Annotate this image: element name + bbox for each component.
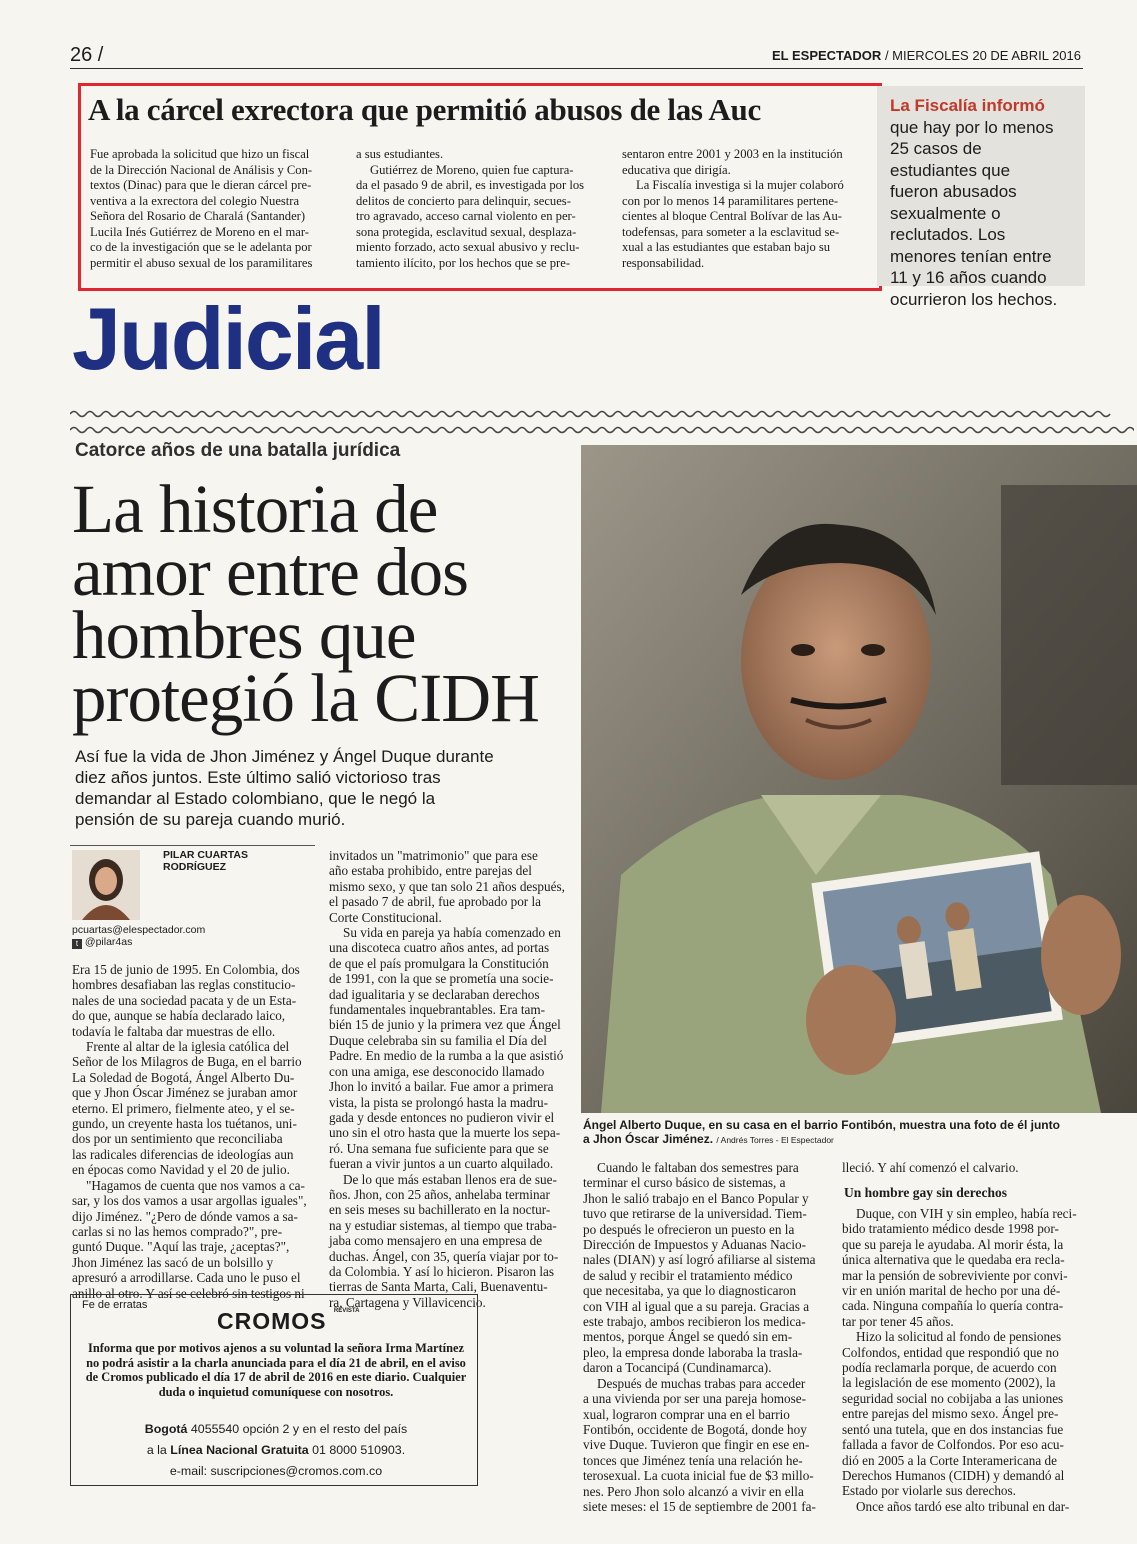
- ad-hotline-label: Línea Nacional Gratuita: [170, 1443, 309, 1457]
- ad-text: a la: [146, 1443, 167, 1457]
- text-line: Once años tardó ese alto tribunal en dar-: [856, 1498, 1070, 1514]
- dek-line: demandar al Estado colombiano, que le negó la: [75, 789, 436, 808]
- ad-body: Informa que por motivos ajenos a su voluntad la señora Irma Martínez no podrá asistir a la charla anunciada para el día 21 de abril, en el aviso de Cromos publicado el día 17 de abril de 2016 en este diario. Cualquier duda o inquietud comuníquese con nosotros.: [85, 1341, 467, 1399]
- text-line: gada y desde entonces no pudieron vivir el: [329, 1109, 555, 1125]
- text-line: da Colombia. Y así lo hicieron. Pisaron las: [329, 1263, 555, 1279]
- text-line: nes. Pero Jhon solo alcanzó a vivir en ella: [583, 1483, 804, 1499]
- brief-column-1: [90, 147, 340, 271]
- article-headline: [72, 471, 592, 736]
- sidebar-text: [890, 95, 1080, 310]
- text-line: duchas. Ángel, con 35, quería viajar por to-: [329, 1248, 559, 1264]
- text-line: todavía le faltaba dar muestras de ello.: [72, 1023, 276, 1039]
- text-line: vista, la pista se prolongó hasta la madru-: [329, 1094, 549, 1110]
- text-line: terminar el curso básico de sistemas, a: [583, 1175, 786, 1191]
- caption-text: Ángel Alberto Duque, en su casa en el barrio Fontibón, muestra una foto de él junto a Jhon Óscar Jiménez.: [583, 1118, 1060, 1146]
- text-line: da el pasado 9 de abril, es investigada por los: [356, 178, 585, 192]
- text-line: dos por un sentimiento que reconciliaba: [72, 1131, 283, 1147]
- text-line: na y estudiar sistemas, al tiempo que traba-: [329, 1217, 557, 1233]
- article-kicker: Catorce años de una batalla jurídica: [75, 440, 401, 461]
- article-photo: [581, 445, 1137, 1113]
- sidebar-line: ocurrieron los hechos.: [890, 289, 1058, 309]
- text-line: tamiento ilícito, por los hechos que se pre-: [356, 255, 571, 270]
- text-line: Fue aprobada la solicitud que hizo un fiscal: [90, 147, 310, 161]
- text-line: cientes al bloque Central Bolívar de las Au-: [622, 209, 842, 223]
- wavy-divider: [70, 408, 1134, 420]
- ad-contact-line: e-mail: suscripciones@cromos.com.co: [169, 1464, 383, 1478]
- text-line: miento forzado, acto sexual abusivo y reclu-: [356, 240, 580, 254]
- text-line: sona protegida, esclavitud sexual, desplaza-: [356, 224, 577, 239]
- text-line: mentos, porque Ángel se quedó sin em-: [583, 1329, 793, 1345]
- text-line: ró. Una semana fue suficiente para que se: [329, 1140, 549, 1156]
- text-line: dad igualitaria y se declaraban derechos: [329, 986, 540, 1002]
- text-line: Dirección de Impuestos y Aduanas Nacio-: [583, 1237, 807, 1253]
- text-line: lleció. Y ahí comenzó el calvario.: [842, 1160, 1019, 1175]
- text-line: hombres desafiaban las reglas constitucio-: [72, 977, 296, 993]
- text-line: sar, y los dos vamos a usar argollas iguales",: [72, 1193, 307, 1209]
- logo-subtext: REVISTA: [333, 1308, 360, 1314]
- ad-contact-line: [84, 1440, 468, 1461]
- text-line: Hizo la solicitud al fondo de pensiones: [856, 1329, 1062, 1345]
- text-line: tar por tener 45 años.: [842, 1313, 954, 1329]
- text-line: entre parejas del mismo sexo. Ángel pre-: [842, 1406, 1059, 1422]
- text-line: La Soledad de Bogotá, Ángel Alberto Du-: [72, 1069, 295, 1085]
- ad-city: Bogotá: [144, 1422, 188, 1436]
- author-name-line: PILAR CUARTAS: [163, 849, 248, 861]
- text-line: carlas si no las hemos comprado?", pre-: [72, 1223, 283, 1239]
- text-line: las radicales diferencias de ideologías aun: [72, 1146, 294, 1162]
- text-line: en épocas como Navidad y el 20 de julio.: [72, 1162, 290, 1178]
- text-line: Jhon lo invitó a bailar. Fue amor a primera: [329, 1079, 554, 1095]
- sidebar-lead: La Fiscalía informó: [890, 96, 1045, 115]
- text-line: vir en unión marital de hecho por una dé-: [842, 1283, 1061, 1299]
- sidebar-line: estudiantes que: [890, 160, 1011, 180]
- article-dek: [75, 746, 555, 830]
- text-line: Jhon le salió trabajo en el Banco Popular y: [583, 1190, 809, 1206]
- text-line: "Hagamos de cuenta que nos vamos a ca-: [86, 1177, 305, 1193]
- photo-caption: [583, 1118, 1063, 1147]
- sidebar-line: fueron abusados: [890, 182, 1017, 201]
- text-line: mismo sexo, y que tan solo 21 años después,: [329, 878, 565, 894]
- author-email: pcuartas@elespectador.com: [72, 924, 206, 936]
- text-line: ventiva a la exrectora del colegio Nuestra: [90, 193, 300, 208]
- text-line: delitos de concierto para delinquir, secues-: [356, 193, 571, 208]
- text-line: cada. Ninguna compañía lo quería contra-: [842, 1298, 1064, 1314]
- text-line: única alternativa que le quedaba era recla-: [842, 1252, 1065, 1268]
- text-line: Gutiérrez de Moreno, quien fue captura-: [370, 162, 574, 177]
- text-line: gundo, un creyente hasta los tuétanos, uni-: [72, 1116, 297, 1132]
- text-line: que y Jhon Óscar Jiménez se juraban amor: [72, 1085, 298, 1101]
- text-line: seguridad social no cobijaba a las uniones: [842, 1390, 1064, 1406]
- text-line: tonces que Jiménez tenía una relación he-: [583, 1452, 803, 1468]
- text-line: sentó una tutela, que en dos instancias fue: [842, 1421, 1064, 1437]
- text-line: bido tratamiento médico desde 1998 por-: [842, 1221, 1059, 1237]
- sidebar-line: menores tenían entre: [890, 246, 1052, 266]
- text-line: fueran a vivir juntos a un cuarto alquilado.: [329, 1156, 554, 1172]
- text-line: con por lo menos 14 paramilitares pertene-: [622, 193, 839, 208]
- text-line: de 1991, con la que se prometía una socie-: [329, 971, 554, 987]
- text-line: Duque celebraba sin su familia el Día del: [329, 1032, 547, 1048]
- header-rule: [70, 68, 1083, 69]
- text-line: po después le ofrecieron un puesto en la: [583, 1221, 795, 1237]
- text-line: de la Dirección Nacional de Análisis y Con-: [90, 162, 313, 177]
- text-line: invitados un "matrimonio" que para ese: [329, 848, 538, 863]
- text-line: daron a Tocancipá (Cundinamarca).: [583, 1360, 772, 1376]
- sidebar-line: reclutados. Los: [890, 225, 1006, 244]
- article-column-1: [72, 962, 312, 1301]
- text-line: mar la pensión de sobreviviente por convi-: [842, 1267, 1068, 1283]
- text-line: De lo que más estaban llenos era de sue-: [343, 1171, 557, 1187]
- photo-credit: / Andrés Torres - El Espectador: [716, 1135, 834, 1145]
- article-column-3: [583, 1160, 823, 1514]
- text-line: fundamentales inquebrantables. Era tam-: [329, 1002, 546, 1018]
- text-line: que su pareja le ayudaba. Al morir ésta, la: [842, 1236, 1064, 1252]
- text-line: Su vida en pareja ya había comenzado en: [343, 925, 561, 941]
- text-line: fallada a favor de Colfondos. Por eso acu-: [842, 1437, 1064, 1453]
- text-line: Estado por violarle sus derechos.: [842, 1483, 1016, 1499]
- sidebar-line: que hay por lo menos: [890, 117, 1054, 137]
- section-title: Judicial: [72, 289, 384, 388]
- text-line: Duque, con VIH y sin empleo, había reci-: [856, 1206, 1077, 1221]
- text-line: nales (DIAN) y así logró afiliarse al sistema: [583, 1252, 816, 1268]
- text-line: podía reclamarla porque, de acuerdo con: [842, 1360, 1057, 1376]
- text-line: tierras de Santa Marta, Cali, Buenaventu-: [329, 1279, 548, 1295]
- text-line: con una amiga, ese desconocido llamado: [329, 1063, 545, 1079]
- text-line: responsabilidad.: [622, 255, 705, 270]
- article-column-2: [329, 848, 569, 1310]
- twitter-icon: t: [72, 939, 82, 949]
- author-name: [163, 850, 248, 873]
- author-avatar: [72, 850, 140, 920]
- text-line: a sus estudiantes.: [356, 147, 444, 161]
- wavy-divider: [70, 424, 1134, 436]
- text-line: Señor de los Milagros de Buga, en el barrio: [72, 1054, 302, 1070]
- text-line: Derechos Humanos (CIDH) y demandó al: [842, 1467, 1065, 1483]
- text-line: tro agravado, acceso carnal violento en per-: [356, 209, 576, 223]
- text-line: Señora del Rosario de Charalá (Santander): [90, 209, 306, 223]
- brief-column-2: [356, 147, 608, 271]
- text-line: todefensas, para someter a la esclavitud se-: [622, 224, 840, 239]
- text-line: educativa que dirigía.: [622, 162, 731, 177]
- dek-line: Así fue la vida de Jhon Jiménez y Ángel Duque durante: [75, 747, 494, 766]
- text-line: uno sin el otro hasta que la muerte los sepa-: [329, 1125, 561, 1141]
- dek-line: pensión de su pareja cuando murió.: [75, 810, 346, 829]
- text-line: el pasado 7 de abril, fue aprobado por la: [329, 894, 542, 910]
- text-line: dió en 2005 a la Corte Interamericana de: [842, 1452, 1057, 1468]
- text-line: Lucila Inés Gutiérrez de Moreno en el mar-: [90, 224, 309, 239]
- text-line: dijo Jiménez. "¿Pero de dónde vamos a sa-: [72, 1208, 298, 1224]
- text-line: Jhon Jiménez las sacó de un bolsillo y: [72, 1254, 274, 1270]
- ad-contact-line: [84, 1419, 468, 1440]
- text-line: Padre. En medio de la rumba a la que asistió: [329, 1048, 564, 1064]
- text-line: nales de una sociedad pacata y de un Esta-: [72, 992, 297, 1008]
- text-line: xual a las estudiantes que estaban bajo su: [622, 240, 831, 254]
- text-line: Después de muchas trabas para acceder: [597, 1375, 806, 1391]
- text-line: en seis meses su bachillerato en la noctur-: [329, 1202, 551, 1218]
- article-subhead: Un hombre gay sin derechos: [844, 1185, 1008, 1200]
- text-line: de que el país promulgara la Constitución: [329, 955, 549, 971]
- text-line: La Fiscalía investiga si la mujer colaboró: [636, 178, 844, 192]
- brief-title: A la cárcel exrectora que permitió abusos de las Auc: [88, 92, 761, 127]
- text-line: sentaron entre 2001 y 2003 en la institución: [622, 147, 843, 161]
- text-line: la legislación de ese momento (2002), la: [842, 1375, 1056, 1391]
- page-number: 26 /: [70, 44, 104, 66]
- text-line: Era 15 de junio de 1995. En Colombia, dos: [72, 962, 300, 977]
- text-line: año estaba prohibido, entre parejas del: [329, 863, 532, 879]
- byline-rule: [70, 845, 315, 846]
- headline-line: protegió la CIDH: [72, 660, 539, 736]
- article-column-4: [842, 1206, 1084, 1514]
- text-line: xual, lograron comprar una en el barrio: [583, 1406, 790, 1422]
- headline-line: amor entre dos: [72, 534, 469, 610]
- sidebar-line: sexualmente o: [890, 203, 1001, 223]
- text-line: permitir el abuso sexual de los paramilitares: [90, 255, 313, 270]
- text-line: Corte Constitucional.: [329, 909, 442, 925]
- text-line: eterno. El primero, fielmente ateo, y el se-: [72, 1100, 295, 1116]
- publication-date: / MIERCOLES 20 DE ABRIL 2016: [884, 48, 1081, 63]
- author-twitter: [72, 936, 132, 949]
- cromos-logo: [217, 1308, 359, 1335]
- brief-column-3: [622, 147, 870, 271]
- publication-name: EL ESPECTADOR: [771, 48, 882, 63]
- text-line: con VIH al igual que a su pareja. Gracias a: [583, 1298, 810, 1314]
- text-line: una discoteca cuatro años antes, ad portas: [329, 940, 550, 956]
- text-line: textos (Dinac) para que le dieran cárcel pre-: [90, 178, 312, 192]
- ad-contact: [84, 1419, 468, 1482]
- ad-hotline-number: 01 8000 510903.: [312, 1443, 406, 1457]
- text-line: terosexual. La cuota inicial fue de $3 millo-: [583, 1468, 814, 1484]
- logo-text: CROMOS: [217, 1308, 327, 1334]
- text-line: Cuando le faltaban dos semestres para: [597, 1160, 799, 1175]
- text-line: siete meses: el 15 de septiembre de 2001 fa-: [583, 1498, 816, 1514]
- dek-line: diez años juntos. Este último salió victorioso tras: [75, 768, 441, 787]
- text-line: bién 15 de junio y la primera vez que Ángel: [329, 1017, 561, 1033]
- masthead: [772, 48, 1081, 63]
- sidebar-line: 25 casos de: [890, 139, 982, 158]
- text-line: Fontibón, occidente de Bogotá, donde hoy: [583, 1421, 807, 1437]
- text-line: este trabajo, ambos recibieron los medica-: [583, 1314, 806, 1330]
- text-line: Colfondos, entidad que respondió que no: [842, 1344, 1059, 1360]
- article-column-4-top: [842, 1160, 1084, 1175]
- headline-line: La historia de: [72, 471, 438, 547]
- text-line: a una vivienda por ser una pareja homose-: [583, 1391, 807, 1407]
- text-line: do que, aunque se había declarado laico,: [72, 1008, 286, 1024]
- text-line: Frente al altar de la iglesia católica del: [86, 1039, 290, 1055]
- text-line: jaba como mensajero en una empresa de: [329, 1233, 543, 1249]
- text-line: apresuró a arrodillarse. Cada uno le puso el: [72, 1270, 301, 1286]
- text-line: guntó Duque. "Aquí las traje, ¿aceptas?",: [72, 1239, 290, 1255]
- twitter-handle: @pilar4as: [84, 936, 133, 948]
- text-line: vive Duque. Tuvieron que fingir en ese en-: [583, 1437, 810, 1453]
- text-line: co de la investigación que se le adelanta por: [90, 240, 312, 254]
- text-line: tuvo que retirarse de la universidad. Tiem-: [583, 1206, 807, 1222]
- ad-label: Fe de erratas: [82, 1299, 148, 1311]
- author-name-line: RODRÍGUEZ: [163, 860, 226, 873]
- ad-phone: 4055540 opción 2 y en el resto del país: [190, 1422, 408, 1436]
- text-line: que necesitaba, ya que lo diagnosticaron: [583, 1283, 797, 1299]
- text-line: ra, Cartagena y Villavicencio.: [329, 1294, 486, 1310]
- text-line: anillo al otro. Y así se celebró sin testigos ni: [72, 1285, 305, 1301]
- text-line: pleo, la empresa donde laboraba la trasla-: [583, 1344, 803, 1360]
- text-line: de salud y recibir el tratamiento médico: [583, 1267, 793, 1283]
- headline-line: hombres que: [72, 597, 416, 673]
- text-line: ños. Jhon, con 25 años, anhelaba terminar: [329, 1186, 550, 1202]
- sidebar-line: 11 y 16 años cuando: [890, 268, 1047, 287]
